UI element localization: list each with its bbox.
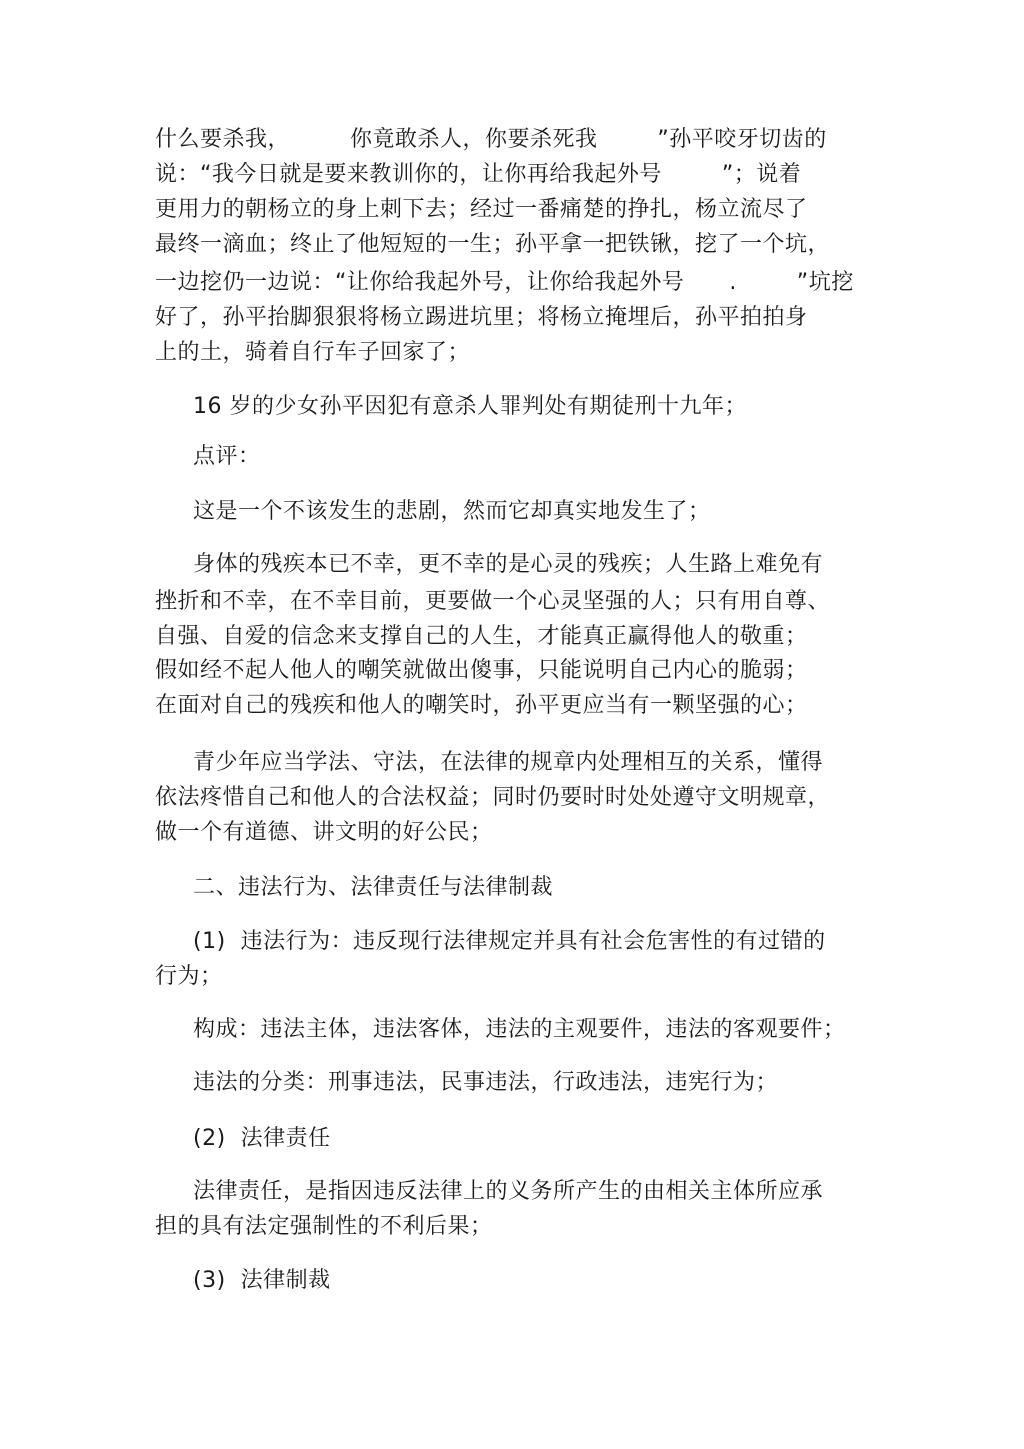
comment-paragraph-2-line: 挫折和不幸，在不幸目前，更要做一个心灵坚强的人；只有用自尊、 — [155, 589, 831, 614]
composition-text: 构成：违法主体，违法客体，违法的主观要件，违法的客观要件； — [193, 1017, 846, 1042]
story-line: 说：“我今日就是要来教训你的，让你再给我起外号 ”；说着 — [155, 162, 802, 187]
item-3-heading: (3) 法律制裁 — [193, 1268, 331, 1293]
story-line: 一边挖仍一边说：“让你给我起外号，让你给我起外号 . ”坑挖 — [155, 270, 854, 295]
comment-paragraph-2-line: 假如经不起人他人的嘲笑就做出傻事，只能说明自己内心的脆弱； — [155, 658, 808, 683]
comment-paragraph-2-line: 身体的残疾本已不幸，更不幸的是心灵的残疾；人生路上难免有 — [193, 552, 824, 577]
story-line: 上的土，骑着自行车子回家了； — [155, 340, 471, 365]
story-line: 好了，孙平抬脚狠狠将杨立踢进坑里；将杨立掩埋后，孙平拍拍身 — [155, 305, 808, 330]
item-2-body-line: 担的具有法定强制性的不利后果； — [155, 1214, 493, 1239]
verdict-text: 16 岁的少女孙平因犯有意杀人罪判处有期徒刑十九年； — [193, 394, 747, 419]
story-line: 最终一滴血；终止了他短短的一生；孙平拿一把铁锹，挖了一个坑， — [155, 232, 831, 257]
section-heading: 二、违法行为、法律责任与法律制裁 — [193, 875, 554, 900]
story-line: 什么要杀我， 你竟敢杀人，你要杀死我 ”孙平咬牙切齿的 — [155, 127, 827, 152]
comment-paragraph-2-line: 自强、自爱的信念来支撑自己的人生，才能真正赢得他人的敬重； — [155, 624, 808, 649]
item-1-line: (1) 违法行为：违反现行法律规定并具有社会危害性的有过错的 — [193, 929, 826, 954]
comment-paragraph-3-line: 青少年应当学法、守法，在法律的规章内处理相互的关系，懂得 — [193, 750, 824, 775]
classification-text: 违法的分类：刑事违法，民事违法，行政违法，违宪行为； — [193, 1070, 779, 1095]
comment-paragraph-3-line: 依法疼惜自己和他人的合法权益；同时仍要时时处处遵守文明规章， — [155, 785, 831, 810]
item-2-body-line: 法律责任，是指因违反法律上的义务所产生的由相关主体所应承 — [193, 1179, 824, 1204]
comment-paragraph-1: 这是一个不该发生的悲剧，然而它却真实地发生了； — [193, 499, 711, 524]
comment-paragraph-3-line: 做一个有道德、讲文明的好公民； — [155, 820, 493, 845]
comment-heading: 点评： — [193, 444, 261, 469]
comment-paragraph-2-line: 在面对自己的残疾和他人的嘲笑时，孙平更应当有一颗坚强的心； — [155, 693, 808, 718]
story-line: 更用力的朝杨立的身上刺下去；经过一番痛楚的挣扎，杨立流尽了 — [155, 197, 808, 222]
item-1-line: 行为； — [155, 964, 223, 989]
item-2-heading: (2) 法律责任 — [193, 1126, 331, 1151]
